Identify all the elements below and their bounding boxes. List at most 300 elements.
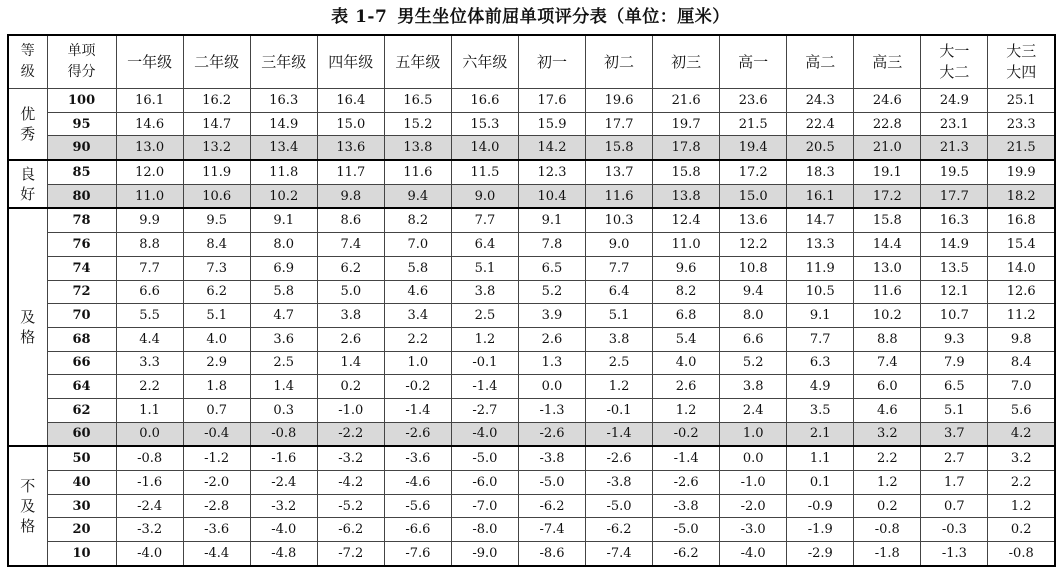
value-cell: 2.2 bbox=[116, 375, 183, 399]
value-cell: 3.8 bbox=[317, 304, 384, 328]
value-cell: 15.3 bbox=[451, 112, 518, 136]
value-cell: 6.3 bbox=[787, 351, 854, 375]
value-cell: 7.3 bbox=[183, 256, 250, 280]
value-cell: 22.8 bbox=[854, 112, 921, 136]
value-cell: 8.2 bbox=[653, 280, 720, 304]
grade-char: 不 bbox=[20, 477, 36, 496]
value-cell: 5.5 bbox=[116, 304, 183, 328]
value-cell: 5.2 bbox=[518, 280, 585, 304]
value-cell: -2.6 bbox=[653, 471, 720, 495]
value-cell: 4.9 bbox=[787, 375, 854, 399]
value-cell: 16.5 bbox=[384, 89, 451, 113]
value-cell: 15.8 bbox=[653, 160, 720, 184]
grade-char: 良 bbox=[20, 165, 36, 184]
grade-header-line: 级 bbox=[20, 64, 35, 80]
value-cell: 10.2 bbox=[854, 304, 921, 328]
value-cell: 11.2 bbox=[988, 304, 1055, 328]
grade-cell bbox=[8, 89, 47, 161]
value-cell: -2.6 bbox=[586, 446, 653, 470]
column-header bbox=[586, 35, 653, 89]
value-cell: -4.8 bbox=[250, 542, 317, 566]
value-cell: -1.4 bbox=[653, 446, 720, 470]
score-cell: 80 bbox=[47, 184, 116, 208]
value-cell: 16.1 bbox=[787, 184, 854, 208]
value-cell: -3.6 bbox=[384, 446, 451, 470]
value-cell: 2.5 bbox=[250, 351, 317, 375]
value-cell: -0.4 bbox=[183, 422, 250, 446]
score-cell: 74 bbox=[47, 256, 116, 280]
score-cell: 95 bbox=[47, 112, 116, 136]
value-cell: 10.7 bbox=[921, 304, 988, 328]
value-cell: 21.5 bbox=[720, 112, 787, 136]
value-cell: 6.4 bbox=[451, 233, 518, 257]
column-header-line: 大二 bbox=[939, 63, 970, 81]
value-cell: 9.8 bbox=[317, 184, 384, 208]
score-cell: 60 bbox=[47, 422, 116, 446]
value-cell: 15.0 bbox=[720, 184, 787, 208]
value-cell: 6.2 bbox=[317, 256, 384, 280]
value-cell: 1.0 bbox=[384, 351, 451, 375]
table-row bbox=[8, 518, 1055, 542]
value-cell: -5.6 bbox=[384, 494, 451, 518]
table-body bbox=[8, 89, 1055, 566]
value-cell: 5.1 bbox=[451, 256, 518, 280]
value-cell: -5.0 bbox=[586, 494, 653, 518]
value-cell: -5.0 bbox=[653, 518, 720, 542]
value-cell: 18.2 bbox=[988, 184, 1055, 208]
value-cell: -1.6 bbox=[250, 446, 317, 470]
value-cell: 7.7 bbox=[787, 327, 854, 351]
value-cell: 6.9 bbox=[250, 256, 317, 280]
score-cell: 72 bbox=[47, 280, 116, 304]
table-row bbox=[8, 375, 1055, 399]
table-row bbox=[8, 112, 1055, 136]
value-cell: -1.2 bbox=[183, 446, 250, 470]
value-cell: 3.5 bbox=[787, 398, 854, 422]
value-cell: 12.6 bbox=[988, 280, 1055, 304]
value-cell: -1.3 bbox=[921, 542, 988, 566]
value-cell: -0.2 bbox=[653, 422, 720, 446]
value-cell: 23.1 bbox=[921, 112, 988, 136]
column-header-line: 初三 bbox=[671, 52, 702, 71]
score-cell: 100 bbox=[47, 89, 116, 113]
value-cell: -5.0 bbox=[451, 446, 518, 470]
value-cell: -3.6 bbox=[183, 518, 250, 542]
value-cell: 5.0 bbox=[317, 280, 384, 304]
score-cell: 78 bbox=[47, 208, 116, 232]
value-cell: 17.7 bbox=[921, 184, 988, 208]
value-cell: 9.9 bbox=[116, 208, 183, 232]
value-cell: 0.0 bbox=[116, 422, 183, 446]
value-cell: 12.4 bbox=[653, 208, 720, 232]
value-cell: 7.9 bbox=[921, 351, 988, 375]
value-cell: 23.6 bbox=[720, 89, 787, 113]
value-cell: 1.7 bbox=[921, 471, 988, 495]
column-header bbox=[451, 35, 518, 89]
value-cell: 5.2 bbox=[720, 351, 787, 375]
value-cell: 16.8 bbox=[988, 208, 1055, 232]
value-cell: 7.4 bbox=[854, 351, 921, 375]
value-cell: -0.8 bbox=[988, 542, 1055, 566]
column-header bbox=[854, 35, 921, 89]
value-cell: -0.1 bbox=[586, 398, 653, 422]
score-header-line: 单项 bbox=[67, 43, 96, 59]
value-cell: 3.8 bbox=[451, 280, 518, 304]
value-cell: 9.4 bbox=[720, 280, 787, 304]
value-cell: 24.3 bbox=[787, 89, 854, 113]
value-cell: -3.8 bbox=[653, 494, 720, 518]
value-cell: 8.8 bbox=[116, 233, 183, 257]
value-cell: 5.6 bbox=[988, 398, 1055, 422]
value-cell: 21.0 bbox=[854, 136, 921, 160]
value-cell: 4.4 bbox=[116, 327, 183, 351]
value-cell: 15.8 bbox=[586, 136, 653, 160]
grade-char: 格 bbox=[20, 328, 36, 347]
value-cell: 14.7 bbox=[787, 208, 854, 232]
value-cell: 2.6 bbox=[653, 375, 720, 399]
grade-cell bbox=[8, 208, 47, 446]
value-cell: 0.0 bbox=[518, 375, 585, 399]
value-cell: 2.2 bbox=[384, 327, 451, 351]
value-cell: 14.4 bbox=[854, 233, 921, 257]
column-header bbox=[720, 35, 787, 89]
score-table bbox=[7, 34, 1056, 567]
column-header-line: 五年级 bbox=[395, 52, 441, 71]
grade-char: 秀 bbox=[20, 125, 36, 144]
value-cell: -3.2 bbox=[317, 446, 384, 470]
column-header-line: 高三 bbox=[872, 52, 903, 71]
value-cell: 9.1 bbox=[787, 304, 854, 328]
value-cell: -6.6 bbox=[384, 518, 451, 542]
value-cell: 9.1 bbox=[518, 208, 585, 232]
value-cell: 14.9 bbox=[250, 112, 317, 136]
value-cell: 9.0 bbox=[451, 184, 518, 208]
grade-char: 格 bbox=[20, 517, 36, 536]
value-cell: 4.0 bbox=[183, 327, 250, 351]
column-header-line: 一年级 bbox=[127, 52, 173, 71]
value-cell: -5.2 bbox=[317, 494, 384, 518]
value-cell: -3.8 bbox=[518, 446, 585, 470]
value-cell: -5.0 bbox=[518, 471, 585, 495]
value-cell: 2.2 bbox=[854, 446, 921, 470]
table-row bbox=[8, 256, 1055, 280]
score-cell: 90 bbox=[47, 136, 116, 160]
value-cell: 15.2 bbox=[384, 112, 451, 136]
value-cell: -6.2 bbox=[586, 518, 653, 542]
value-cell: 2.1 bbox=[787, 422, 854, 446]
value-cell: 0.7 bbox=[921, 494, 988, 518]
value-cell: 17.2 bbox=[720, 160, 787, 184]
value-cell: 11.6 bbox=[586, 184, 653, 208]
value-cell: 15.0 bbox=[317, 112, 384, 136]
value-cell: 6.0 bbox=[854, 375, 921, 399]
table-row bbox=[8, 494, 1055, 518]
value-cell: -4.0 bbox=[451, 422, 518, 446]
value-cell: 10.2 bbox=[250, 184, 317, 208]
value-cell: 8.4 bbox=[988, 351, 1055, 375]
score-header bbox=[47, 35, 116, 89]
table-header bbox=[8, 35, 1055, 89]
value-cell: -1.4 bbox=[384, 398, 451, 422]
value-cell: 22.4 bbox=[787, 112, 854, 136]
value-cell: 0.2 bbox=[317, 375, 384, 399]
value-cell: -4.6 bbox=[384, 471, 451, 495]
score-cell: 20 bbox=[47, 518, 116, 542]
value-cell: 8.4 bbox=[183, 233, 250, 257]
table-row bbox=[8, 304, 1055, 328]
value-cell: 1.4 bbox=[250, 375, 317, 399]
column-header bbox=[183, 35, 250, 89]
grade-char: 及 bbox=[20, 497, 36, 516]
value-cell: 6.5 bbox=[921, 375, 988, 399]
value-cell: 15.9 bbox=[518, 112, 585, 136]
value-cell: 1.3 bbox=[518, 351, 585, 375]
score-header-line: 得分 bbox=[67, 64, 96, 80]
column-header bbox=[921, 35, 988, 89]
grade-char: 好 bbox=[20, 185, 36, 204]
value-cell: 11.6 bbox=[854, 280, 921, 304]
value-cell: 3.9 bbox=[518, 304, 585, 328]
value-cell: 13.5 bbox=[921, 256, 988, 280]
value-cell: 16.2 bbox=[183, 89, 250, 113]
score-cell: 68 bbox=[47, 327, 116, 351]
table-row bbox=[8, 233, 1055, 257]
value-cell: 13.6 bbox=[317, 136, 384, 160]
column-header-line: 大三 bbox=[1006, 42, 1037, 60]
value-cell: 9.0 bbox=[586, 233, 653, 257]
value-cell: 11.0 bbox=[116, 184, 183, 208]
table-row bbox=[8, 136, 1055, 160]
column-header-line: 二年级 bbox=[194, 52, 240, 71]
table-row bbox=[8, 542, 1055, 566]
table-row bbox=[8, 398, 1055, 422]
value-cell: -6.2 bbox=[518, 494, 585, 518]
value-cell: -1.0 bbox=[317, 398, 384, 422]
value-cell: 5.4 bbox=[653, 327, 720, 351]
value-cell: 6.8 bbox=[653, 304, 720, 328]
value-cell: 0.3 bbox=[250, 398, 317, 422]
value-cell: 7.0 bbox=[988, 375, 1055, 399]
value-cell: 1.2 bbox=[586, 375, 653, 399]
value-cell: 9.5 bbox=[183, 208, 250, 232]
value-cell: 0.1 bbox=[787, 471, 854, 495]
value-cell: -1.9 bbox=[787, 518, 854, 542]
value-cell: 5.8 bbox=[384, 256, 451, 280]
column-header bbox=[250, 35, 317, 89]
value-cell: 4.6 bbox=[854, 398, 921, 422]
value-cell: -4.4 bbox=[183, 542, 250, 566]
value-cell: 13.3 bbox=[787, 233, 854, 257]
value-cell: 8.8 bbox=[854, 327, 921, 351]
value-cell: 24.6 bbox=[854, 89, 921, 113]
value-cell: 13.0 bbox=[116, 136, 183, 160]
value-cell: 4.2 bbox=[988, 422, 1055, 446]
value-cell: 25.1 bbox=[988, 89, 1055, 113]
value-cell: 1.4 bbox=[317, 351, 384, 375]
value-cell: 6.5 bbox=[518, 256, 585, 280]
value-cell: 12.1 bbox=[921, 280, 988, 304]
value-cell: 5.1 bbox=[586, 304, 653, 328]
value-cell: -3.0 bbox=[720, 518, 787, 542]
column-header-line: 大四 bbox=[1006, 63, 1037, 81]
column-header bbox=[384, 35, 451, 89]
value-cell: 19.7 bbox=[653, 112, 720, 136]
column-header bbox=[116, 35, 183, 89]
value-cell: 2.6 bbox=[518, 327, 585, 351]
value-cell: 13.2 bbox=[183, 136, 250, 160]
value-cell: -1.0 bbox=[720, 471, 787, 495]
value-cell: 3.8 bbox=[720, 375, 787, 399]
score-cell: 50 bbox=[47, 446, 116, 470]
score-cell: 70 bbox=[47, 304, 116, 328]
value-cell: 13.7 bbox=[586, 160, 653, 184]
value-cell: -1.8 bbox=[854, 542, 921, 566]
header-row bbox=[8, 35, 1055, 89]
value-cell: 6.2 bbox=[183, 280, 250, 304]
table-title bbox=[0, 5, 1061, 29]
value-cell: 11.7 bbox=[317, 160, 384, 184]
value-cell: 11.8 bbox=[250, 160, 317, 184]
value-cell: 21.3 bbox=[921, 136, 988, 160]
table-row bbox=[8, 160, 1055, 184]
value-cell: 19.1 bbox=[854, 160, 921, 184]
value-cell: -0.8 bbox=[116, 446, 183, 470]
value-cell: -0.3 bbox=[921, 518, 988, 542]
value-cell: 17.8 bbox=[653, 136, 720, 160]
value-cell: 18.3 bbox=[787, 160, 854, 184]
value-cell: 8.2 bbox=[384, 208, 451, 232]
column-header bbox=[988, 35, 1055, 89]
value-cell: -1.4 bbox=[451, 375, 518, 399]
value-cell: -4.0 bbox=[250, 518, 317, 542]
value-cell: 10.6 bbox=[183, 184, 250, 208]
value-cell: 17.2 bbox=[854, 184, 921, 208]
value-cell: 1.1 bbox=[787, 446, 854, 470]
value-cell: -7.2 bbox=[317, 542, 384, 566]
value-cell: 1.8 bbox=[183, 375, 250, 399]
table-number: 表 1-7 bbox=[331, 7, 388, 27]
value-cell: -0.8 bbox=[250, 422, 317, 446]
value-cell: 15.4 bbox=[988, 233, 1055, 257]
value-cell: 4.7 bbox=[250, 304, 317, 328]
value-cell: -2.4 bbox=[250, 471, 317, 495]
grade-header bbox=[8, 35, 47, 89]
score-cell: 62 bbox=[47, 398, 116, 422]
value-cell: 13.0 bbox=[854, 256, 921, 280]
value-cell: 3.4 bbox=[384, 304, 451, 328]
value-cell: 8.6 bbox=[317, 208, 384, 232]
score-cell: 85 bbox=[47, 160, 116, 184]
value-cell: 2.4 bbox=[720, 398, 787, 422]
value-cell: 0.2 bbox=[988, 518, 1055, 542]
value-cell: 1.1 bbox=[116, 398, 183, 422]
score-cell: 76 bbox=[47, 233, 116, 257]
value-cell: -3.2 bbox=[116, 518, 183, 542]
value-cell: 7.7 bbox=[116, 256, 183, 280]
grade-header-line: 等 bbox=[20, 43, 35, 59]
table-row bbox=[8, 351, 1055, 375]
column-header-line: 大一 bbox=[939, 42, 970, 60]
value-cell: 11.5 bbox=[451, 160, 518, 184]
value-cell: -2.6 bbox=[384, 422, 451, 446]
value-cell: -6.0 bbox=[451, 471, 518, 495]
value-cell: -1.3 bbox=[518, 398, 585, 422]
table-row bbox=[8, 327, 1055, 351]
value-cell: -7.6 bbox=[384, 542, 451, 566]
value-cell: 16.3 bbox=[921, 208, 988, 232]
column-header-line: 初一 bbox=[536, 52, 567, 71]
score-cell: 64 bbox=[47, 375, 116, 399]
table-caption: 男生坐位体前屈单项评分表（单位：厘米） bbox=[397, 7, 730, 27]
value-cell: 9.3 bbox=[921, 327, 988, 351]
value-cell: 5.1 bbox=[183, 304, 250, 328]
value-cell: -2.4 bbox=[116, 494, 183, 518]
value-cell: 3.7 bbox=[921, 422, 988, 446]
value-cell: -7.4 bbox=[518, 518, 585, 542]
value-cell: 7.0 bbox=[384, 233, 451, 257]
column-header-line: 高二 bbox=[805, 52, 836, 71]
value-cell: 16.6 bbox=[451, 89, 518, 113]
column-header-line: 四年级 bbox=[328, 52, 374, 71]
value-cell: -2.7 bbox=[451, 398, 518, 422]
value-cell: 1.2 bbox=[854, 471, 921, 495]
value-cell: 23.3 bbox=[988, 112, 1055, 136]
value-cell: -0.1 bbox=[451, 351, 518, 375]
value-cell: -2.2 bbox=[317, 422, 384, 446]
value-cell: 16.4 bbox=[317, 89, 384, 113]
table-row bbox=[8, 208, 1055, 232]
grade-char: 及 bbox=[20, 308, 36, 327]
table-row bbox=[8, 280, 1055, 304]
value-cell: -3.8 bbox=[586, 471, 653, 495]
value-cell: 19.9 bbox=[988, 160, 1055, 184]
value-cell: 12.3 bbox=[518, 160, 585, 184]
value-cell: -2.6 bbox=[518, 422, 585, 446]
value-cell: 6.4 bbox=[586, 280, 653, 304]
value-cell: -7.0 bbox=[451, 494, 518, 518]
value-cell: 11.6 bbox=[384, 160, 451, 184]
score-cell: 10 bbox=[47, 542, 116, 566]
value-cell: 9.4 bbox=[384, 184, 451, 208]
value-cell: -0.2 bbox=[384, 375, 451, 399]
value-cell: 4.0 bbox=[653, 351, 720, 375]
value-cell: 14.9 bbox=[921, 233, 988, 257]
value-cell: 14.7 bbox=[183, 112, 250, 136]
value-cell: -0.9 bbox=[787, 494, 854, 518]
value-cell: 0.2 bbox=[854, 494, 921, 518]
column-header-line: 初二 bbox=[604, 52, 635, 71]
value-cell: 3.2 bbox=[854, 422, 921, 446]
value-cell: 2.6 bbox=[317, 327, 384, 351]
value-cell: 7.7 bbox=[451, 208, 518, 232]
table-row bbox=[8, 471, 1055, 495]
value-cell: 12.2 bbox=[720, 233, 787, 257]
value-cell: 3.3 bbox=[116, 351, 183, 375]
value-cell: 2.2 bbox=[988, 471, 1055, 495]
value-cell: -4.0 bbox=[720, 542, 787, 566]
table-row bbox=[8, 446, 1055, 470]
value-cell: 1.2 bbox=[653, 398, 720, 422]
value-cell: 19.6 bbox=[586, 89, 653, 113]
value-cell: 21.5 bbox=[988, 136, 1055, 160]
value-cell: 0.7 bbox=[183, 398, 250, 422]
value-cell: 2.7 bbox=[921, 446, 988, 470]
column-header bbox=[787, 35, 854, 89]
value-cell: 9.8 bbox=[988, 327, 1055, 351]
score-cell: 66 bbox=[47, 351, 116, 375]
value-cell: 1.2 bbox=[988, 494, 1055, 518]
value-cell: 10.3 bbox=[586, 208, 653, 232]
